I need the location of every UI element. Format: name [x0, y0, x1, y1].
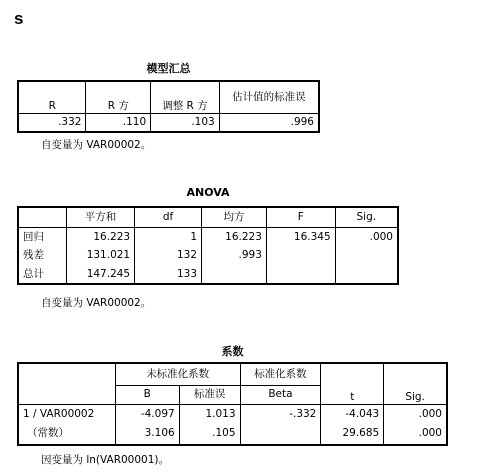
table-cell: .000 — [335, 227, 398, 246]
table-row — [18, 423, 447, 445]
col-header-source — [18, 207, 66, 227]
anova-title: ANOVA — [186, 186, 230, 199]
model-summary-title: 模型汇总 — [146, 62, 191, 75]
row-label: （常数） — [18, 423, 115, 445]
table-cell — [266, 265, 335, 284]
col-group-standardized: 标准化系数 — [240, 363, 321, 385]
table-cell: .105 — [179, 423, 240, 445]
table-row — [18, 265, 398, 284]
col-header-beta: Beta — [240, 385, 321, 404]
coefficients-footnote: 因变量为 ln(VAR00001)。 — [41, 454, 169, 466]
table-cell: 1.013 — [179, 404, 240, 423]
table-cell: -4.043 — [321, 404, 384, 423]
table-cell: 133 — [135, 265, 202, 284]
table-cell — [335, 246, 398, 265]
output-heading: s — [14, 9, 24, 28]
table-cell: -4.097 — [115, 404, 179, 423]
table-row — [18, 227, 398, 246]
anova-footnote: 自变量为 VAR00002。 — [41, 297, 152, 309]
row-label: 残差 — [18, 246, 66, 265]
model-summary-table — [17, 80, 320, 133]
col-header-r: R — [18, 81, 86, 113]
table-cell: .000 — [384, 404, 447, 423]
table-cell: 16.223 — [202, 227, 267, 246]
row-label: 总计 — [18, 265, 66, 284]
coefficients-title: 系数 — [221, 345, 244, 358]
coefficients-table — [17, 362, 448, 446]
row-label: 回归 — [18, 227, 66, 246]
table-row — [18, 404, 447, 423]
table-cell: 147.245 — [66, 265, 134, 284]
table-cell: 132 — [135, 246, 202, 265]
table-cell: .993 — [202, 246, 267, 265]
cell-r-square: .110 — [86, 113, 151, 132]
cell-adj-r-square: .103 — [151, 113, 220, 132]
model-summary-footnote: 自变量为 VAR00002。 — [41, 139, 152, 151]
anova-table — [17, 206, 399, 285]
col-header-f: F — [266, 207, 335, 227]
table-cell: 16.345 — [266, 227, 335, 246]
table-cell: 131.021 — [66, 246, 134, 265]
col-group-unstandardized: 未标准化系数 — [115, 363, 240, 385]
table-row — [18, 246, 398, 265]
col-header-model — [18, 363, 115, 404]
col-header-std-error: 估计值的标准误 — [219, 81, 319, 113]
col-header-b: B — [115, 385, 179, 404]
table-cell: .000 — [384, 423, 447, 445]
table-cell: 16.223 — [66, 227, 134, 246]
col-header-std-error: 标准误 — [179, 385, 240, 404]
table-cell — [335, 265, 398, 284]
table-cell: 3.106 — [115, 423, 179, 445]
col-header-r-square: R 方 — [86, 81, 151, 113]
col-header-sig: Sig. — [335, 207, 398, 227]
col-header-adj-r-square: 调整 R 方 — [151, 81, 220, 113]
table-cell — [266, 246, 335, 265]
table-cell: -.332 — [240, 404, 321, 423]
col-header-sum-of-squares: 平方和 — [66, 207, 134, 227]
table-cell — [240, 423, 321, 445]
col-header-df: df — [135, 207, 202, 227]
table-cell — [202, 265, 267, 284]
col-header-sig: Sig. — [384, 363, 447, 404]
col-header-t: t — [321, 363, 384, 404]
row-label: 1 / VAR00002 — [18, 404, 115, 423]
col-header-mean-square: 均方 — [202, 207, 267, 227]
cell-r: .332 — [18, 113, 86, 132]
table-cell: 29.685 — [321, 423, 384, 445]
cell-std-error: .996 — [219, 113, 319, 132]
table-cell: 1 — [135, 227, 202, 246]
